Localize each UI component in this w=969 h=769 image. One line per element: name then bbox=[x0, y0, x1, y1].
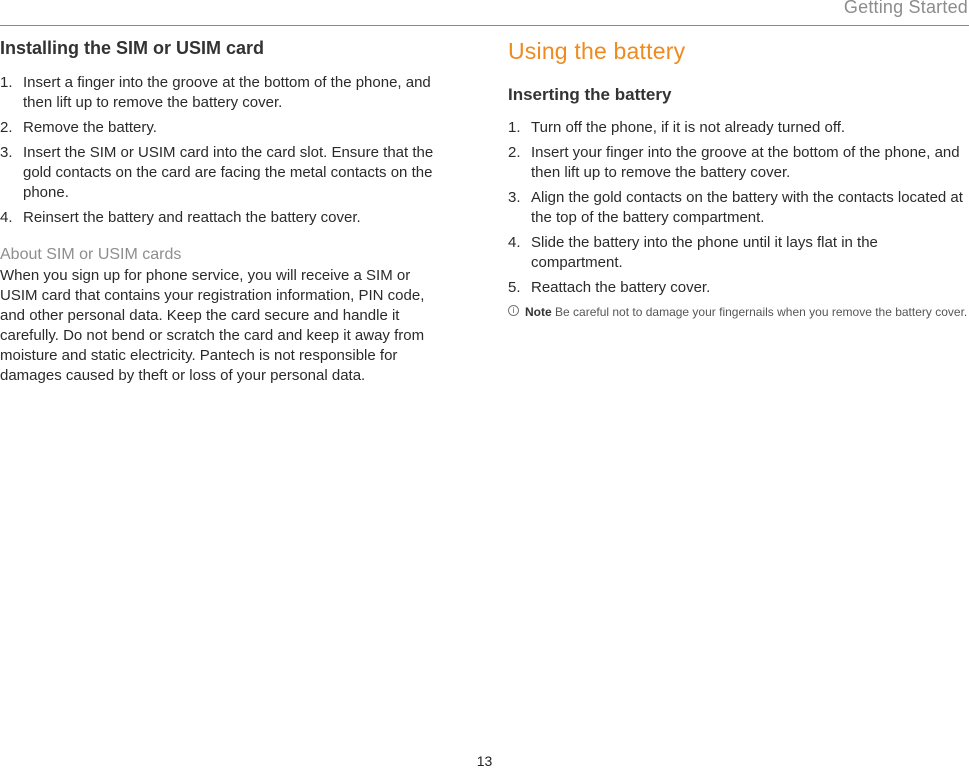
right-column bbox=[508, 38, 969, 321]
step-number: 2. bbox=[508, 144, 521, 161]
step-text: Reinsert the battery and reattach the battery cover. bbox=[23, 209, 361, 226]
info-circle-icon: i bbox=[508, 305, 519, 316]
note-text: Be careful not to damage your fingernails when you remove the battery cover. bbox=[555, 305, 968, 319]
step-number: 3. bbox=[0, 144, 13, 161]
battery-step bbox=[508, 118, 969, 138]
sim-step bbox=[0, 73, 462, 113]
battery-step bbox=[508, 143, 969, 183]
battery-note bbox=[508, 303, 969, 321]
step-number: 3. bbox=[508, 189, 521, 206]
battery-step bbox=[508, 233, 969, 273]
about-sim-body: When you sign up for phone service, you will receive a SIM or USIM card that contains your registration information, PIN code, and other personal data. Keep the card secure and handle it carefully. Do not bend or scratch the card and keep it away from moisture and static electricity. Pantech is not responsible for damages caused by theft or loss of your personal data. bbox=[0, 267, 425, 384]
step-number: 5. bbox=[508, 279, 521, 296]
step-number: 2. bbox=[0, 119, 13, 136]
battery-steps-list bbox=[508, 118, 969, 298]
sim-step bbox=[0, 118, 462, 138]
step-number: 1. bbox=[0, 74, 13, 91]
inserting-battery-title: Inserting the battery bbox=[508, 85, 672, 104]
battery-section-title: Using the battery bbox=[508, 38, 686, 64]
battery-step bbox=[508, 188, 969, 228]
page-number: 13 bbox=[476, 753, 493, 769]
page-header bbox=[0, 0, 969, 26]
battery-step bbox=[508, 278, 969, 298]
sim-step bbox=[0, 143, 462, 203]
step-number: 4. bbox=[0, 209, 13, 226]
note-label: Note bbox=[525, 305, 552, 319]
chapter-header-title: Getting Started bbox=[843, 0, 968, 17]
step-text: Insert your finger into the groove at the bottom of the phone, and then lift up to remove the battery cover. bbox=[531, 144, 960, 181]
step-text: Insert the SIM or USIM card into the card slot. Ensure that the gold contacts on the card are facing the metal contacts on the phone. bbox=[23, 144, 434, 201]
step-text: Reattach the battery cover. bbox=[531, 279, 711, 296]
sim-steps-list bbox=[0, 73, 462, 228]
about-sim-title: About SIM or USIM cards bbox=[0, 246, 182, 263]
sim-step bbox=[0, 208, 462, 228]
left-column bbox=[0, 38, 462, 386]
step-text: Insert a finger into the groove at the bottom of the phone, and then lift up to remove the battery cover. bbox=[23, 74, 431, 111]
step-text: Turn off the phone, if it is not already turned off. bbox=[531, 119, 846, 136]
step-number: 4. bbox=[508, 234, 521, 251]
step-text: Slide the battery into the phone until it lays flat in the compartment. bbox=[531, 234, 878, 271]
step-text: Remove the battery. bbox=[23, 119, 157, 136]
step-text: Align the gold contacts on the battery with the contacts located at the top of the battery compartment. bbox=[531, 189, 963, 226]
sim-section-title: Installing the SIM or USIM card bbox=[0, 38, 265, 58]
step-number: 1. bbox=[508, 119, 521, 136]
